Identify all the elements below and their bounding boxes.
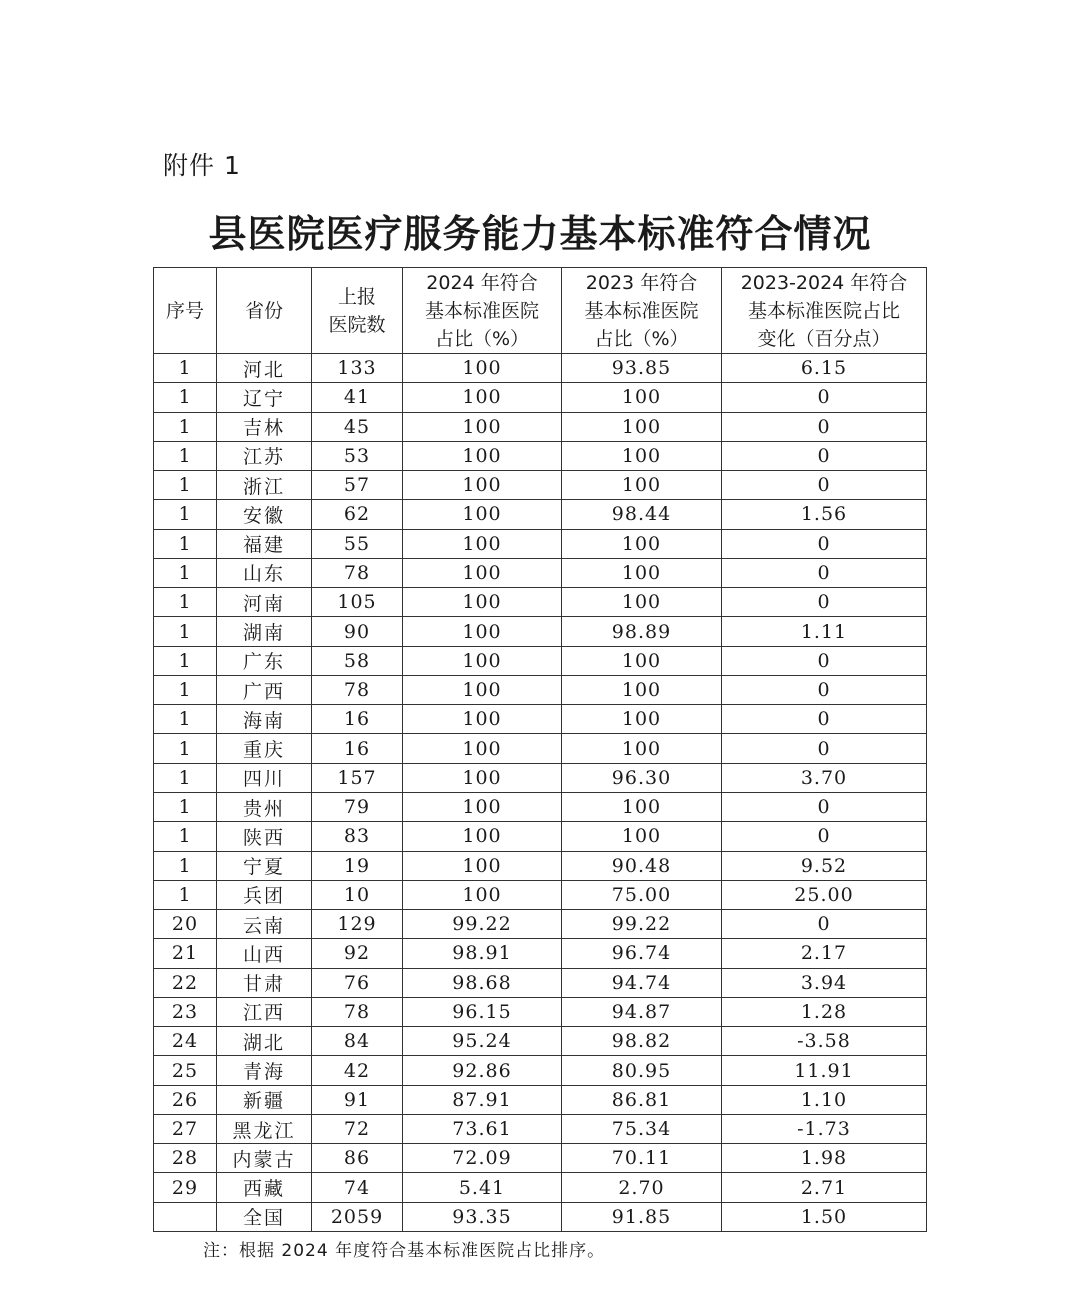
cell-province: 重庆: [217, 734, 312, 763]
cell-2024-rate: 98.91: [403, 939, 562, 968]
cell-2023-rate: 100: [562, 558, 722, 587]
cell-province: 山西: [217, 939, 312, 968]
cell-2023-rate: 100: [562, 529, 722, 558]
cell-reported: 53: [312, 441, 403, 470]
cell-change: 9.52: [722, 851, 927, 880]
cell-rank: 1: [154, 851, 217, 880]
cell-province: 宁夏: [217, 851, 312, 880]
cell-rank: 20: [154, 910, 217, 939]
cell-rank: 1: [154, 646, 217, 675]
header-2023-rate: [562, 268, 722, 354]
cell-reported: 55: [312, 529, 403, 558]
cell-2024-rate: 100: [403, 588, 562, 617]
table-row: [154, 441, 927, 470]
cell-province: 河北: [217, 354, 312, 383]
cell-2023-rate: 98.44: [562, 500, 722, 529]
cell-2024-rate: 100: [403, 734, 562, 763]
cell-change: 0: [722, 412, 927, 441]
cell-rank: 1: [154, 880, 217, 909]
cell-reported: 16: [312, 705, 403, 734]
cell-province: 湖南: [217, 617, 312, 646]
cell-2024-rate: 100: [403, 500, 562, 529]
cell-reported: 92: [312, 939, 403, 968]
cell-reported: 19: [312, 851, 403, 880]
cell-2024-rate: 100: [403, 675, 562, 704]
cell-change: 3.94: [722, 968, 927, 997]
cell-rank: 1: [154, 705, 217, 734]
cell-2024-rate: 100: [403, 792, 562, 821]
table-row: [154, 588, 927, 617]
cell-2023-rate: 99.22: [562, 910, 722, 939]
table-row: [154, 1056, 927, 1085]
cell-reported: 90: [312, 617, 403, 646]
cell-change: 2.17: [722, 939, 927, 968]
cell-province: 兵团: [217, 880, 312, 909]
header-reported-line-1: 上报: [337, 285, 376, 308]
cell-province: 广西: [217, 675, 312, 704]
cell-2023-rate: 2.70: [562, 1173, 722, 1202]
table-row: [154, 617, 927, 646]
cell-2023-rate: 70.11: [562, 1144, 722, 1173]
cell-2023-rate: 100: [562, 792, 722, 821]
cell-rank: 1: [154, 792, 217, 821]
cell-reported: 91: [312, 1085, 403, 1114]
cell-2024-rate: 99.22: [403, 910, 562, 939]
cell-change: 0: [722, 734, 927, 763]
cell-change: 0: [722, 558, 927, 587]
cell-2023-rate: 100: [562, 734, 722, 763]
cell-2023-rate: 100: [562, 471, 722, 500]
header-province: [217, 268, 312, 354]
cell-rank: 24: [154, 1027, 217, 1056]
cell-province: 甘肃: [217, 968, 312, 997]
table-row: [154, 1144, 927, 1173]
table-row: [154, 558, 927, 587]
cell-reported: 86: [312, 1144, 403, 1173]
header-2024-line-2: 基本标准医院: [424, 299, 539, 322]
cell-2024-rate: 98.68: [403, 968, 562, 997]
cell-rank: 1: [154, 441, 217, 470]
cell-province: 云南: [217, 910, 312, 939]
cell-2024-rate: 100: [403, 822, 562, 851]
header-reported: [312, 268, 403, 354]
cell-change: 2.71: [722, 1173, 927, 1202]
cell-change: 1.11: [722, 617, 927, 646]
table-row: [154, 383, 927, 412]
cell-rank: 23: [154, 997, 217, 1026]
cell-2024-rate: 100: [403, 851, 562, 880]
cell-rank: 1: [154, 500, 217, 529]
cell-reported: 41: [312, 383, 403, 412]
cell-reported: 78: [312, 997, 403, 1026]
cell-2023-rate: 90.48: [562, 851, 722, 880]
cell-province: 山东: [217, 558, 312, 587]
cell-rank: 28: [154, 1144, 217, 1173]
cell-2024-rate: 100: [403, 383, 562, 412]
table-header-row: [154, 268, 927, 354]
cell-reported: 57: [312, 471, 403, 500]
cell-2023-rate: 100: [562, 588, 722, 617]
cell-reported: 78: [312, 675, 403, 704]
cell-2023-rate: 80.95: [562, 1056, 722, 1085]
cell-2023-rate: 96.30: [562, 763, 722, 792]
cell-province: 浙江: [217, 471, 312, 500]
cell-rank: 1: [154, 383, 217, 412]
cell-change: 0: [722, 792, 927, 821]
table-row: [154, 500, 927, 529]
header-2024-line-3: 占比（%）: [434, 327, 530, 350]
cell-change: 1.50: [722, 1202, 927, 1231]
cell-2024-rate: 100: [403, 763, 562, 792]
cell-reported: 45: [312, 412, 403, 441]
cell-change: 0: [722, 705, 927, 734]
header-province-line: 省份: [244, 299, 283, 322]
cell-2023-rate: 94.74: [562, 968, 722, 997]
cell-2024-rate: 100: [403, 529, 562, 558]
cell-province: 吉林: [217, 412, 312, 441]
cell-province: 黑龙江: [217, 1114, 312, 1143]
cell-reported: 84: [312, 1027, 403, 1056]
table-row: [154, 1027, 927, 1056]
cell-reported: 105: [312, 588, 403, 617]
cell-reported: 83: [312, 822, 403, 851]
cell-rank: 1: [154, 558, 217, 587]
cell-2023-rate: 100: [562, 646, 722, 675]
header-change-line-2: 基本标准医院占比: [747, 299, 900, 322]
header-2024-line-1: 2024 年符合: [426, 271, 538, 294]
cell-2024-rate: 72.09: [403, 1144, 562, 1173]
cell-rank: 1: [154, 734, 217, 763]
cell-rank: 25: [154, 1056, 217, 1085]
cell-reported: 62: [312, 500, 403, 529]
table-body: [154, 354, 927, 1232]
cell-change: 25.00: [722, 880, 927, 909]
table-row: [154, 734, 927, 763]
table-row: [154, 1085, 927, 1114]
header-rank-line: 序号: [165, 299, 204, 322]
header-2023-line-2: 基本标准医院: [584, 299, 699, 322]
cell-2023-rate: 100: [562, 412, 722, 441]
cell-reported: 2059: [312, 1202, 403, 1231]
cell-change: 0: [722, 471, 927, 500]
footnote: 注：根据 2024 年度符合基本标准医院占比排序。: [203, 1241, 606, 1261]
page-title: 县医院医疗服务能力基本标准符合情况: [208, 212, 872, 256]
cell-rank: 27: [154, 1114, 217, 1143]
cell-rank: 26: [154, 1085, 217, 1114]
table-row: [154, 354, 927, 383]
header-change-line-1: 2023-2024 年符合: [740, 271, 908, 294]
cell-rank: 21: [154, 939, 217, 968]
table-row: [154, 851, 927, 880]
cell-reported: 10: [312, 880, 403, 909]
cell-2024-rate: 87.91: [403, 1085, 562, 1114]
cell-reported: 79: [312, 792, 403, 821]
cell-province: 湖北: [217, 1027, 312, 1056]
cell-province: 贵州: [217, 792, 312, 821]
cell-province: 海南: [217, 705, 312, 734]
cell-2023-rate: 94.87: [562, 997, 722, 1026]
cell-reported: 42: [312, 1056, 403, 1085]
cell-province: 广东: [217, 646, 312, 675]
cell-2023-rate: 93.85: [562, 354, 722, 383]
cell-change: 0: [722, 588, 927, 617]
cell-change: 6.15: [722, 354, 927, 383]
cell-2023-rate: 100: [562, 441, 722, 470]
cell-province: 内蒙古: [217, 1144, 312, 1173]
cell-province: 江西: [217, 997, 312, 1026]
cell-2023-rate: 96.74: [562, 939, 722, 968]
cell-2024-rate: 96.15: [403, 997, 562, 1026]
cell-2023-rate: 98.82: [562, 1027, 722, 1056]
table-row: [154, 471, 927, 500]
cell-province: 新疆: [217, 1085, 312, 1114]
header-2024-rate: [403, 268, 562, 354]
cell-2024-rate: 100: [403, 441, 562, 470]
cell-province: 江苏: [217, 441, 312, 470]
cell-2023-rate: 75.34: [562, 1114, 722, 1143]
table-row: [154, 705, 927, 734]
cell-reported: 74: [312, 1173, 403, 1202]
header-2023-line-3: 占比（%）: [594, 327, 689, 350]
cell-change: 0: [722, 529, 927, 558]
cell-reported: 58: [312, 646, 403, 675]
cell-2024-rate: 100: [403, 646, 562, 675]
cell-rank: 1: [154, 763, 217, 792]
cell-change: 1.56: [722, 500, 927, 529]
cell-2024-rate: 100: [403, 880, 562, 909]
cell-reported: 78: [312, 558, 403, 587]
cell-rank: 1: [154, 675, 217, 704]
cell-reported: 129: [312, 910, 403, 939]
cell-province: 青海: [217, 1056, 312, 1085]
cell-change: 0: [722, 383, 927, 412]
table-row: [154, 1114, 927, 1143]
cell-province: 福建: [217, 529, 312, 558]
cell-province: 四川: [217, 763, 312, 792]
attachment-label: 附件 1: [163, 151, 241, 180]
cell-2023-rate: 91.85: [562, 1202, 722, 1231]
cell-province: 河南: [217, 588, 312, 617]
cell-change: 0: [722, 822, 927, 851]
cell-2024-rate: 5.41: [403, 1173, 562, 1202]
cell-2023-rate: 98.89: [562, 617, 722, 646]
table-row: [154, 939, 927, 968]
table-row: [154, 1202, 927, 1231]
table-row: [154, 910, 927, 939]
cell-rank: 29: [154, 1173, 217, 1202]
cell-change: 1.98: [722, 1144, 927, 1173]
table-row: [154, 822, 927, 851]
cell-province: 全国: [217, 1202, 312, 1231]
header-2023-line-1: 2023 年符合: [585, 271, 698, 294]
table-row: [154, 412, 927, 441]
cell-2024-rate: 100: [403, 705, 562, 734]
table-row: [154, 675, 927, 704]
cell-rank: [154, 1202, 217, 1231]
cell-change: -1.73: [722, 1114, 927, 1143]
cell-2024-rate: 100: [403, 617, 562, 646]
cell-2024-rate: 92.86: [403, 1056, 562, 1085]
table-row: [154, 529, 927, 558]
cell-rank: 1: [154, 617, 217, 646]
cell-rank: 22: [154, 968, 217, 997]
cell-change: 3.70: [722, 763, 927, 792]
cell-province: 陕西: [217, 822, 312, 851]
cell-province: 西藏: [217, 1173, 312, 1202]
cell-2023-rate: 100: [562, 383, 722, 412]
cell-2024-rate: 100: [403, 412, 562, 441]
table-row: [154, 646, 927, 675]
cell-change: 0: [722, 910, 927, 939]
table-row: [154, 997, 927, 1026]
cell-reported: 133: [312, 354, 403, 383]
cell-2024-rate: 93.35: [403, 1202, 562, 1231]
cell-reported: 76: [312, 968, 403, 997]
table-row: [154, 880, 927, 909]
header-reported-line-2: 医院数: [328, 313, 386, 336]
cell-rank: 1: [154, 588, 217, 617]
cell-reported: 72: [312, 1114, 403, 1143]
cell-change: 0: [722, 646, 927, 675]
cell-reported: 16: [312, 734, 403, 763]
cell-change: 0: [722, 675, 927, 704]
header-change-line-3: 变化（百分点）: [757, 327, 891, 350]
cell-2024-rate: 100: [403, 354, 562, 383]
cell-2023-rate: 75.00: [562, 880, 722, 909]
cell-2024-rate: 100: [403, 558, 562, 587]
cell-province: 安徽: [217, 500, 312, 529]
cell-2023-rate: 100: [562, 822, 722, 851]
cell-change: 0: [722, 441, 927, 470]
table-row: [154, 968, 927, 997]
cell-change: 11.91: [722, 1056, 927, 1085]
cell-rank: 1: [154, 529, 217, 558]
cell-rank: 1: [154, 354, 217, 383]
cell-reported: 157: [312, 763, 403, 792]
cell-change: 1.28: [722, 997, 927, 1026]
cell-rank: 1: [154, 471, 217, 500]
table-row: [154, 1173, 927, 1202]
cell-2023-rate: 86.81: [562, 1085, 722, 1114]
cell-2023-rate: 100: [562, 675, 722, 704]
cell-2024-rate: 95.24: [403, 1027, 562, 1056]
table-row: [154, 792, 927, 821]
cell-rank: 1: [154, 412, 217, 441]
table-row: [154, 763, 927, 792]
header-rank: [154, 268, 217, 354]
cell-change: 1.10: [722, 1085, 927, 1114]
header-change: [722, 268, 927, 354]
cell-2024-rate: 100: [403, 471, 562, 500]
cell-rank: 1: [154, 822, 217, 851]
cell-2024-rate: 73.61: [403, 1114, 562, 1143]
cell-change: -3.58: [722, 1027, 927, 1056]
cell-2023-rate: 100: [562, 705, 722, 734]
cell-province: 辽宁: [217, 383, 312, 412]
hospital-standards-table: [153, 267, 927, 1232]
